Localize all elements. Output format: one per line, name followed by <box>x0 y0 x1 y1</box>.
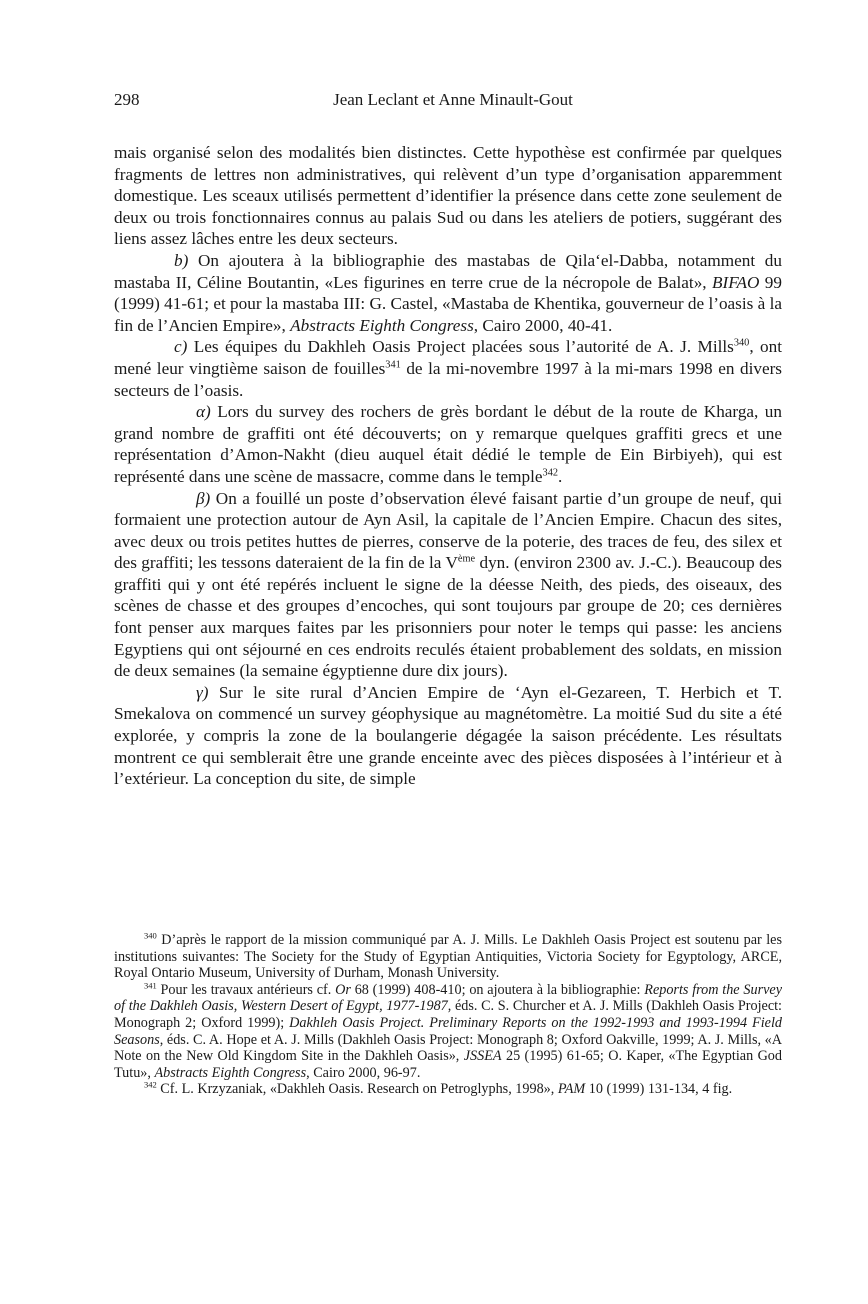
page-header <box>114 88 782 112</box>
item-marker: b) <box>174 250 189 270</box>
page-number: 298 <box>114 90 140 109</box>
footnote-342: $^{342}$ Cf. L. Krzyzaniak, «Dakhleh Oasis. Research on Petroglyphs, 1998», PAM 10 (1999) 131-134, 4 fig. <box>144 1079 733 1098</box>
paragraph-c: c) Les équipes du Dakhleh Oasis Project placées sous l’autorité de A. J. Mills$^{340}$, ont mené leur vingtième saison de fouilles$^{341}$ de la mi-novembre 1997 à la mi-mars 1998 en divers secteurs de l’oasis. <box>114 337 782 400</box>
footnote-340: $^{340}$ D’après le rapport de la mission communiqué par A. J. Mills. Le Dakhleh Oasis Project est soutenu par les institutions suivantes: The Society for the Study of Egyptian Antiquities, Victoria Society for Egyptology, ARCE, Royal Ontario Museum, University of Durham, Monash University. <box>114 930 782 982</box>
paragraph-b: b) On ajoutera à la bibliographie des mastabas de Qila‘el-Dabba, notamment du mastaba II, Céline Boutantin, «Les figurines en terre crue de la nécropole de Balat», BIFAO 99 (1999) 41-61; et pour la mastaba III: G. Castel, «Mastaba de Khentika, gouverneur de l’oasis à la fin de l’Ancien Empire», Abstracts Eighth Congress, Cairo 2000, 40-41. <box>114 250 782 335</box>
publication-title: Abstracts Eighth Congress <box>290 315 474 335</box>
main-text <box>114 142 782 790</box>
paragraph-gamma: γ) Sur le site rural d’Ancien Empire de ‘Ayn el-Gezareen, T. Herbich et T. Smekalova on commencé un survey géophysique au magnétomètre. La moitié Sud du site a été explorée, y compris la zone de la boulangerie dégagée la saison précédente. Les résultats montrent ce qui semblerait être une grande enceinte avec des pièces disposées à l’intérieur et à l’extérieur. La conception du site, de simple <box>114 682 782 789</box>
footnote-number: 342 <box>144 1079 157 1090</box>
footnotes <box>114 932 782 1098</box>
paragraph-intro: mais organisé selon des modalités bien distinctes. Cette hypothèse est confirmée par quelques fragments de lettres non administratives, qui relèvent d’un type d’organisation apparemment domestique. Les sceaux utilisés permettent d’identifier la présence dans cette zone seulement de deux ou trois fonctionnaires connus au palais Sud ou dans les ateliers de potiers, suggérant des liens assez lâches entre les deux secteurs. <box>114 143 782 249</box>
page <box>114 88 782 790</box>
footnote-number: 341 <box>144 980 157 991</box>
superscript: ème <box>457 553 476 565</box>
footnote-ref[interactable]: 341 <box>385 359 401 371</box>
paragraph-alpha: α) Lors du survey des rochers de grès bordant le début de la route de Kharga, un grand nombre de graffiti ont été découverts; on y remarque quelques graffiti grecs et une représentation d’Amon-Nakht (dieu auquel était dédié le temple de Ein Birbiyeh), qui est représenté dans une scène de massacre, comme dans le temple$^{342}$. <box>114 402 782 486</box>
item-marker: γ) <box>196 682 209 702</box>
footnote-341: $^{341}$ Pour les travaux antérieurs cf. Or 68 (1999) 408-410; on ajoutera à la bibliographie: Reports from the Survey of the Dakhleh Oasis, Western Desert of Egypt, 1977-1987, éds. C. S. Churcher et A. J. Mills (Dakhleh Oasis Project: Monograph 2; Oxford 1999); Dakhleh Oasis Project. Preliminary Reports on the 1992-1993 and 1993-1994 Field Seasons, éds. C. A. Hope et A. J. Mills (Dakhleh Oasis Project: Monograph 8; Oxford Oakville, 1999; A. J. Mills, «A Note on the New Old Kingdom Site in the Dakhleh Oasis», JSSEA 25 (1995) 61-65; O. Kaper, «The Egyptian God Tutu», Abstracts Eighth Congress, Cairo 2000, 96-97. <box>114 980 783 1081</box>
footnote-number: 340 <box>144 930 157 941</box>
footnote-ref[interactable]: 340 <box>733 337 750 349</box>
item-marker: β) <box>196 488 211 508</box>
item-marker: c) <box>174 337 188 357</box>
item-marker: α) <box>196 402 211 422</box>
footnote-ref[interactable]: 342 <box>542 467 559 479</box>
paragraph-beta: β) On a fouillé un poste d’observation élevé faisant partie d’un groupe de neuf, qui formaient une protection autour de Ayn Asil, la capitale de l’Ancien Empire. Chacun des sites, avec deux ou trois petites huttes de pierres, conserve de la poterie, des traces de feu, des silex et des graffiti; les tessons dateraient de la fin de la Vème dyn. (environ 2300 av. J.-C.). Beaucoup des graffiti qui y ont été repérés incluent le signe de la déesse Neith, des pieds, des oiseaux, des scènes de chasse et des groupes d’encoches, qui sont toujours par groupe de 20; ces dernières font penser aux marques faites par les prisonniers pour noter le temps qui passe: les anciens Egyptiens qui ont séjourné en ces endroits reculés étaient probablement des soldats, en mission de deux semaines (la semaine égyptienne dure dix jours). <box>114 488 782 681</box>
running-title: Jean Leclant et Anne Minault-Gout <box>333 90 573 109</box>
journal-title: BIFAO <box>712 272 760 292</box>
